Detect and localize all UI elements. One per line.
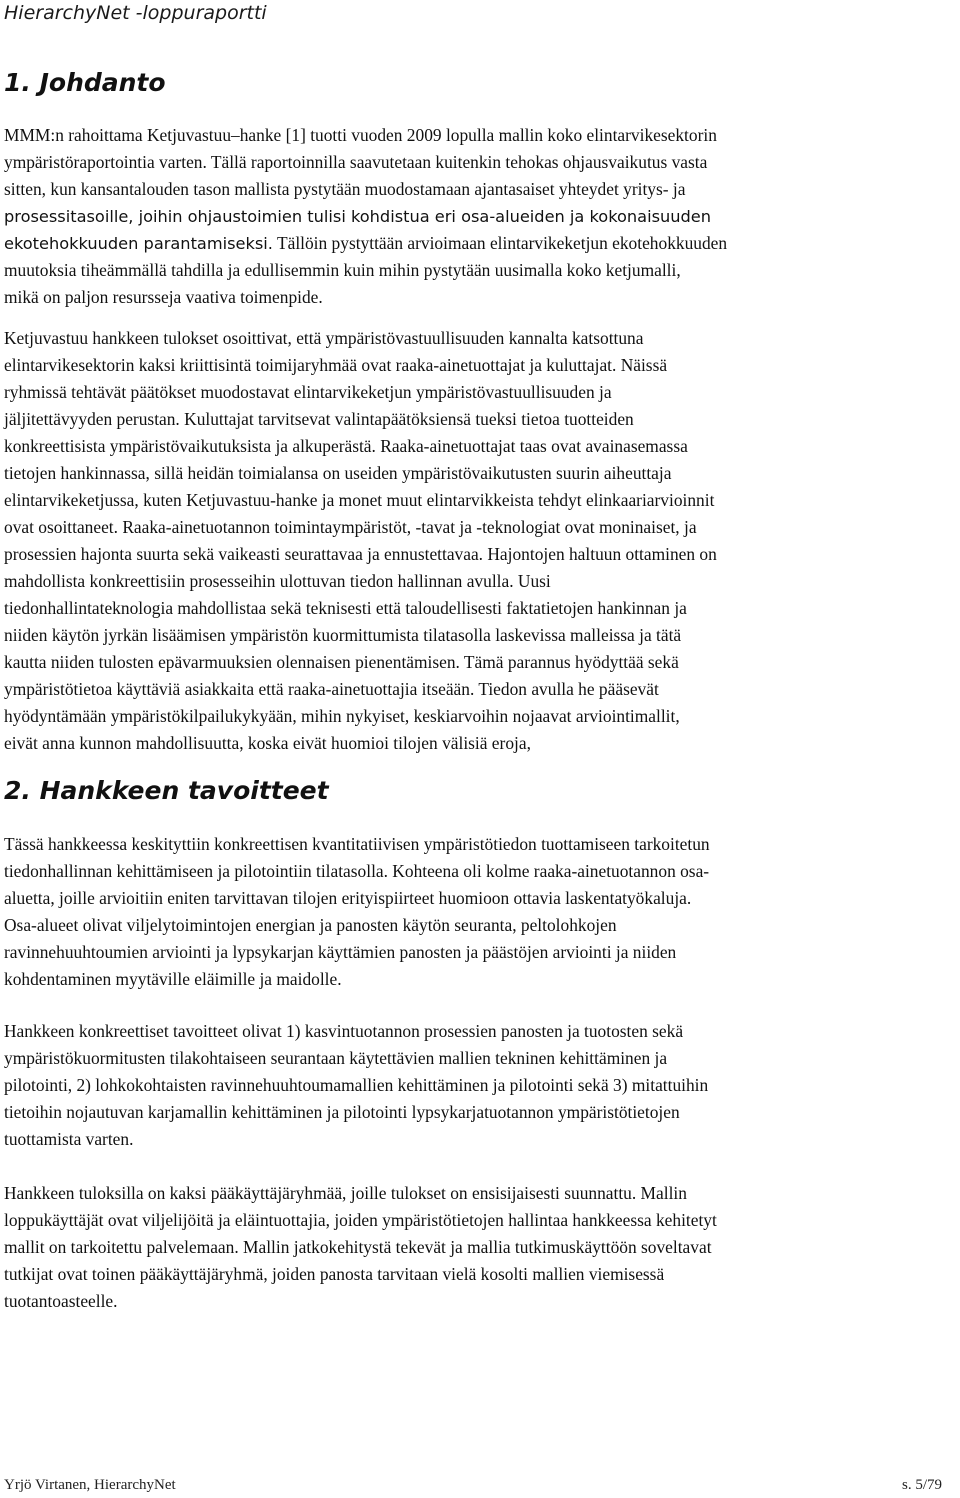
text-line: tietoihin nojautuvan karjamallin kehittäminen ja pilotointi lypsykarjatuotannon ympäristötietojen (4, 1102, 680, 1122)
text-line: elintarvikesektorin kaksi kriittisintä toimijaryhmää ovat raaka-ainetuottajat ja kuluttajat. Näissä (4, 355, 668, 375)
text-line: mikä on paljon resursseja vaativa toimenpide. (4, 287, 323, 307)
text-line: elintarvikeketjussa, kuten Ketjuvastuu-hanke ja monet muut elintarvikkeista tehdyt elinkaariarvioinnit (4, 490, 715, 510)
text-line: tutkijat ovat toinen pääkäyttäjäryhmä, joiden panosta tarvitaan vielä kosolti mallien viemisessä (4, 1264, 665, 1284)
text-line: eivät anna kunnon mahdollisuutta, koska eivät huomioi tilojen välisiä eroja, (4, 733, 531, 753)
text-line (4, 230, 727, 257)
text-line: tuottamista varten. (4, 1129, 134, 1149)
text-line: aluetta, joille arvioitiin eniten tarvittavan tilojen erityispiirteet huomioon ottavia laskentatyökaluja. (4, 888, 692, 908)
text-line: Hankkeen tuloksilla on kaksi pääkäyttäjäryhmää, joille tulokset on ensisijaisesti suunnattu. Mallin (4, 1183, 687, 1203)
text-line: ympäristökuormitusten tilakohtaiseen seurantaan käytettävien mallien tekninen kehittäminen ja (4, 1048, 668, 1068)
text-line: tietojen hankinnassa, sillä heidän toimialansa on useiden ympäristövaikutusten suurin aiheuttaja (4, 463, 672, 483)
text-line: muutoksia tiheämmällä tahdilla ja edullisemmin kuin mihin pystytään uusimalla koko ketjumalli, (4, 260, 681, 280)
text-run: ekotehokkuuden parantamiseksi. (4, 234, 273, 253)
text-line: tiedonhallintateknologia mahdollistaa sekä teknisesti että taloudellisesti faktatietojen hankinnan ja (4, 598, 687, 618)
text-line: ravinnehuuhtoumien arviointi ja lypsykarjan käyttämien panosten ja päästöjen arviointi ja niiden (4, 942, 677, 962)
text-line: prosessien hajonta suurta sekä vaikeasti seurattavaa ja ennustettavaa. Hajontojen haltuun ottaminen on (4, 544, 717, 564)
text-line: prosessitasoille, joihin ohjaustoimien tulisi kohdistua eri osa-alueiden ja kokonaisuuden (4, 207, 712, 226)
text-line: Ketjuvastuu hankkeen tulokset osoittivat, että ympäristövastuullisuuden kannalta katsottuna (4, 328, 644, 348)
text-line: ryhmissä tehtävät päätökset muodostavat elintarvikeketjun ympäristövastuullisuuden ja (4, 382, 612, 402)
text-line: tiedonhallinnan kehittämiseen ja pilotointiin tilatasolla. Kohteena oli kolme raaka-ainetuotannon osa- (4, 861, 710, 881)
text-line: ympäristötietoa käyttäviä asiakkaita että raaka-ainetuottajia itseään. Tiedon avulla he pääsevät (4, 679, 659, 699)
text-line: konkreettisista ympäristövaikutuksista ja alkuperästä. Raaka-ainetuottajat taas ovat avainasemassa (4, 436, 688, 456)
text-line: ovat osoittaneet. Raaka-ainetuotannon toimintaympäristöt, -tavat ja -teknologiat ovat moninaiset, ja (4, 517, 697, 537)
text-line: MMM:n rahoittama Ketjuvastuu–hanke [1] tuotti vuoden 2009 lopulla mallin koko elintarvikesektorin (4, 125, 717, 145)
text-line: niiden käytön jyrkän lisäämisen ympäristön kuormittumista tilatasolla laskevissa malleissa ja tätä (4, 625, 682, 645)
text-line: jäljitettävyyden perustan. Kuluttajat tarvitsevat valintapäätöksiensä tueksi tietoa tuotteiden (4, 409, 634, 429)
text-line: Tässä hankkeessa keskityttiin konkreettisen kvantitatiivisen ympäristötiedon tuottamiseen tarkoitetun (4, 834, 710, 854)
text-line: loppukäyttäjät ovat viljelijöitä ja eläintuottajia, joiden ympäristötietojen hallintaa hankkeessa kehitetyt (4, 1210, 717, 1230)
footer-author: Yrjö Virtanen, HierarchyNet (4, 1477, 176, 1493)
text-line: mahdollista konkreettisiin prosesseihin ulottuvan tiedon hallinnan avulla. Uusi (4, 571, 551, 591)
text-line: pilotointi, 2) lohkokohtaisten ravinnehuuhtoumamallien kehittäminen ja pilotointi sekä 3) mitattuihin (4, 1075, 709, 1095)
text-line: kautta niiden tulosten epävarmuuksien olennaisen pienentämisen. Tämä parannus hyödyttää sekä (4, 652, 679, 672)
text-run: Tällöin pystyttään arvioimaan elintarvikeketjun ekotehokkuuden (272, 233, 728, 253)
text-line: sitten, kun kansantalouden tason mallista pystytään muodostamaan ajantasaiset yhteydet yritys- ja (4, 179, 686, 199)
section-heading-johdanto: 1. Johdanto (4, 68, 166, 97)
footer-page-number: s. 5/79 (901, 1477, 942, 1493)
text-line: Hankkeen konkreettiset tavoitteet olivat 1) kasvintuotannon prosessien panosten ja tuotosten sekä (4, 1021, 684, 1041)
text-line: mallit on tarkoitettu palvelemaan. Mallin jatkokehitystä tekevät ja mallia tutkimuskäyttöön soveltavat (4, 1237, 712, 1257)
text-line: Osa-alueet olivat viljelytoimintojen energian ja panosten käytön seuranta, peltolohkojen (4, 915, 617, 935)
running-header: HierarchyNet -loppuraportti (4, 2, 267, 24)
section-heading-tavoitteet: 2. Hankkeen tavoitteet (4, 776, 329, 805)
text-line: kohdentaminen myytäville eläimille ja maidolle. (4, 969, 342, 989)
text-line: ympäristöraportointia varten. Tällä raportoinnilla saavutetaan kuitenkin tehokas ohjausvaikutus vasta (4, 152, 708, 172)
text-line: hyödyntämään ympäristökilpailukykyään, mihin nykyiset, keskiarvoihin nojaavat arviointimallit, (4, 706, 680, 726)
text-line: tuotantoasteelle. (4, 1291, 118, 1311)
